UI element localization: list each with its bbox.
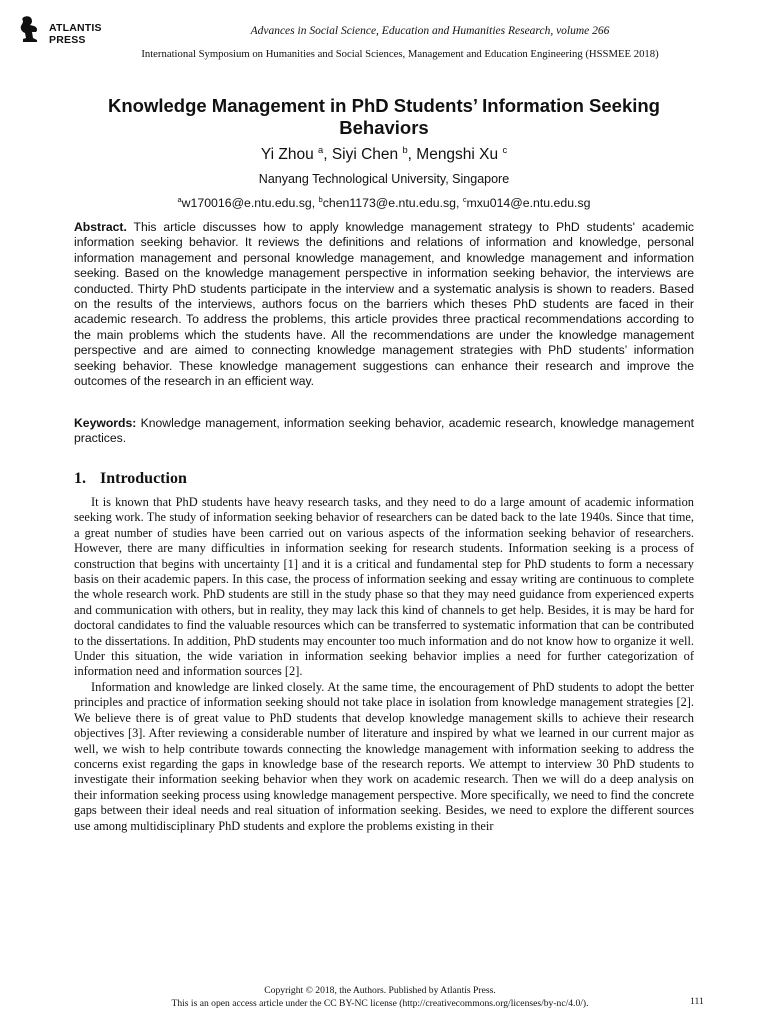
author-name: Siyi Chen: [331, 146, 399, 164]
email-separator: ,: [311, 195, 319, 210]
paper-title: Knowledge Management in PhD Students’ Information Seeking Behaviors: [108, 95, 660, 138]
abstract-label: Abstract.: [74, 220, 127, 234]
author-separator: ,: [407, 146, 417, 164]
email-mark: b: [318, 195, 323, 204]
publisher-wordmark: [49, 22, 102, 46]
author-name: Mengshi Xu: [416, 146, 499, 164]
thinker-silhouette-icon: [15, 14, 45, 44]
section-heading: [74, 470, 187, 488]
email-list: [0, 195, 768, 210]
publisher-name-line1: ATLANTIS: [49, 22, 102, 34]
keywords-text: Knowledge management, information seeking behavior, academic research, knowledge management practices.: [74, 416, 694, 446]
publisher-logo: [15, 14, 115, 50]
email-mark: c: [462, 195, 467, 204]
email-address: chen1173@e.ntu.edu.sg: [322, 195, 456, 210]
body-paragraph: It is known that PhD students have heavy research tasks, and they need to do a large amount of academic information seeking work. The study of information seeking behavior of researchers can be dated back to the late 1940s. Since that time, a great number of studies have been carried out on various aspects of the information seeking behavior of researchers. However, there are many difficulties in information seeking for research students. Information seeking is a process of construction that begins with uncertainty [1] and it is a critical and fundamental step for PhD students to form a necessary basis on their academic papers. In this case, the process of information seeking and essay writing are continuous to complete the whole research work. PhD students are still in the study phase so that they may need guidance from experienced experts and communication with others, but in reality, they may lack this kind of channels to get help. Besides, it is may be hard for doctoral candidates to find the valuable resources which can be transferred to systematic information that can be contributed to the dissertations. In addition, PhD students may encounter too much information and do not know how to organize it well. Under this situation, the wide variation in information seeking behavior implies a need for further categorization of information need and information sources [2].: [74, 495, 694, 679]
section-title: Introduction: [100, 470, 187, 487]
author-name: Yi Zhou: [260, 146, 314, 164]
author-separator: ,: [323, 146, 332, 164]
author-affiliation-mark: c: [502, 145, 508, 155]
email-address: mxu014@e.ntu.edu.sg: [466, 195, 591, 210]
author-affiliation-mark: b: [402, 145, 408, 155]
symposium-title: International Symposium on Humanities and Social Sciences, Management and Education Engineering (HSSMEE 2018): [141, 48, 659, 60]
affiliation: Nanyang Technological University, Singapore: [258, 172, 510, 186]
author-list: [0, 145, 768, 164]
email-separator: ,: [455, 195, 463, 210]
keywords: [74, 416, 694, 447]
abstract: [74, 220, 694, 389]
publisher-name-line2: PRESS: [49, 34, 86, 46]
author-affiliation-mark: a: [318, 145, 324, 155]
email-address: w170016@e.ntu.edu.sg: [181, 195, 312, 210]
license-notice: This is an open access article under the CC BY-NC license (http://creativecommons.org/licenses/by-nc/4.0/).: [171, 998, 589, 1009]
keywords-label: Keywords:: [74, 416, 137, 430]
body-paragraph: Information and knowledge are linked closely. At the same time, the encouragement of PhD students to adopt the better principles and practice of information seeking should not take place in isolation from knowledge management strategies [2]. We believe there is of great value to PhD students that develop knowledge management skills to achieve their research objectives [3]. After reviewing a considerable number of literature and inspired by what we learned in our current major as well, we wish to help contribute towards connecting the knowledge management with information seeking to address the concerns exist regarding the gaps in knowledge base of the research reports. We attempt to interview 30 PhD students to investigate their information seeking behavior when they work on academic research. Then we will do a deep analysis on their information seeking process using knowledge management perspective. More specifically, we need to find the concrete gaps between their ideal needs and real situation of information seeking. Besides, we need to explore the different sources use among multidisciplinary PhD students and explore the problems existing in their: [74, 679, 694, 833]
copyright-notice: Copyright © 2018, the Authors. Published by Atlantis Press.: [264, 985, 496, 996]
series-title: Advances in Social Science, Education and Humanities Research, volume 266: [250, 25, 610, 37]
email-mark: a: [177, 195, 182, 204]
section-body: [74, 495, 694, 834]
page-number: 111: [690, 996, 704, 1007]
abstract-text: This article discusses how to apply knowledge management strategy to PhD students' academic information seeking behavior. It reviews the definitions and relations of information and knowledge, personal information management and personal knowledge management, and knowledge management and information seeking. Based on the knowledge management perspective in information seeking behavior, the interviews are conducted. Thirty PhD students participate in the interview and a systematic analysis is shown to readers. Based on the results of the interviews, authors focus on the barriers which theses PhD students are faced in their academic research. To address the problems, this article provides three practical recommendations according to the main problems which the students have. All the recommendations are under the knowledge management perspective and are aimed to connecting knowledge management strategies with PhD students’ information seeking behavior. These knowledge management suggestions can enhance their research and improve the outcomes of the research in an efficient way.: [74, 220, 694, 389]
section-number: 1.: [74, 470, 86, 487]
